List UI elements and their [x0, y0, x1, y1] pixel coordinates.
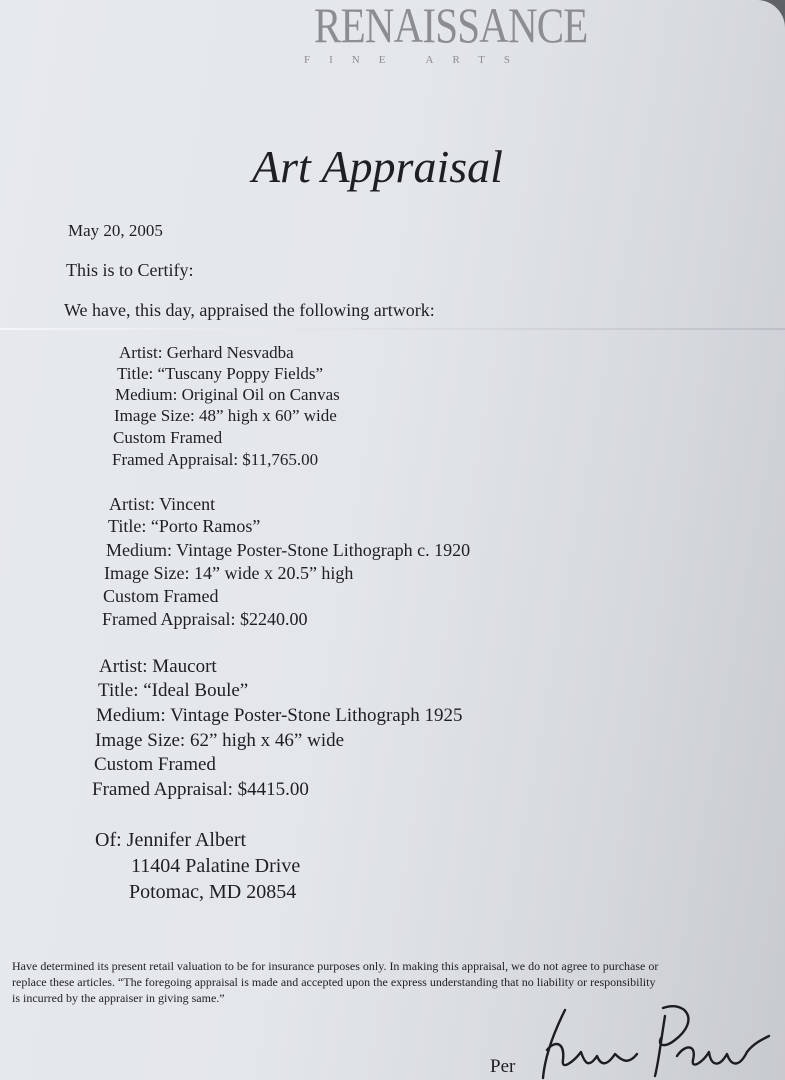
artwork-size: Image Size: 48” high x 60” wide: [114, 406, 337, 425]
certify-line: This is to Certify:: [66, 260, 194, 280]
artwork-appraisal: Framed Appraisal: $11,765.00: [112, 450, 319, 469]
owner-street: 11404 Palatine Drive: [131, 855, 301, 877]
artwork-frame: Custom Framed: [103, 586, 219, 606]
logo-name: RENAISSANCE: [314, 0, 588, 53]
artwork-title: Title: “Ideal Boule”: [98, 680, 249, 701]
artwork-artist: Artist: Vincent: [109, 494, 216, 514]
artwork-size: Image Size: 62” high x 46” wide: [95, 730, 345, 751]
artwork-artist: Artist: Gerhard Nesvadba: [119, 343, 294, 362]
artwork-frame: Custom Framed: [113, 428, 223, 447]
intro-line: We have, this day, appraised the following artwork:: [64, 300, 435, 320]
artwork-medium: Medium: Original Oil on Canvas: [115, 385, 340, 404]
artwork-appraisal: Framed Appraisal: $2240.00: [102, 609, 308, 629]
artwork-artist: Artist: Maucort: [99, 656, 217, 677]
signature-image: [525, 1000, 785, 1080]
document-date: May 20, 2005: [68, 221, 163, 240]
artwork-appraisal: Framed Appraisal: $4415.00: [92, 779, 309, 800]
artwork-title: Title: “Tuscany Poppy Fields”: [117, 364, 324, 383]
paper-fold: [0, 328, 785, 330]
disclaimer-line: is incurred by the appraiser in giving same.”: [12, 991, 225, 1005]
document-title: Art Appraisal: [252, 141, 503, 192]
disclaimer-line: Have determined its present retail valuation to be for insurance purposes only. In making this appraisal, we do not agree to purchase or: [12, 959, 659, 973]
owner-name: Of: Jennifer Albert: [95, 829, 247, 851]
artwork-title: Title: “Porto Ramos”: [108, 516, 261, 536]
artwork-medium: Medium: Vintage Poster-Stone Lithograph c. 1920: [106, 540, 471, 560]
disclaimer-line: replace these articles. “The foregoing appraisal is made and accepted upon the express understanding that no liability or responsibility: [12, 975, 656, 989]
per-label: Per: [490, 1056, 516, 1077]
artwork-medium: Medium: Vintage Poster-Stone Lithograph 1925: [96, 705, 463, 726]
artwork-frame: Custom Framed: [94, 754, 216, 775]
logo-tagline: FINE ARTS: [303, 54, 530, 66]
disclaimer: [12, 958, 785, 1006]
owner-city: Potomac, MD 20854: [129, 881, 297, 903]
artwork-size: Image Size: 14” wide x 20.5” high: [104, 563, 354, 583]
